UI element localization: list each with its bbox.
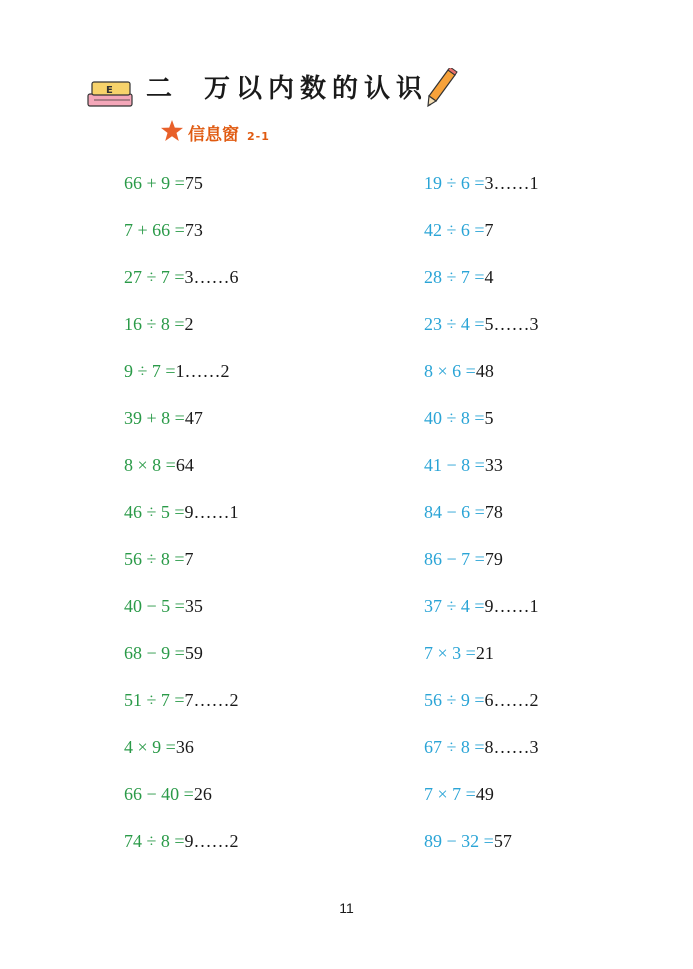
equation-expression: 84 − 6 = (424, 502, 485, 522)
equation-answer: 6……2 (484, 690, 539, 710)
equation-expression: 28 ÷ 7 = (424, 267, 485, 287)
equation-expression: 86 − 7 = (424, 549, 485, 569)
left-equation-column (124, 168, 239, 873)
equation-expression: 66 − 40 = (124, 784, 194, 804)
equation-answer: 8……3 (484, 737, 539, 757)
equation-answer: 49 (475, 784, 494, 804)
equation-row (124, 826, 239, 873)
equation-answer: 4 (484, 267, 494, 287)
equation-expression: 51 ÷ 7 = (124, 690, 185, 710)
equation-answer: 75 (184, 173, 203, 193)
chapter-title: 万以内数的认识 (204, 74, 429, 104)
equation-row (124, 544, 239, 591)
equation-row (424, 168, 539, 215)
equation-answer: 9……1 (484, 596, 539, 616)
equation-answer: 3……1 (484, 173, 539, 193)
equation-expression: 9 ÷ 7 = (124, 361, 176, 381)
equation-answer: 2 (184, 314, 194, 334)
equation-answer: 59 (184, 643, 203, 663)
equation-expression: 23 ÷ 4 = (424, 314, 485, 334)
equation-row (124, 732, 239, 779)
equation-expression: 74 ÷ 8 = (124, 831, 185, 851)
equation-row (124, 356, 239, 403)
equation-answer: 7 (484, 220, 494, 240)
equation-row (124, 309, 239, 356)
equation-expression: 7 + 66 = (124, 220, 185, 240)
chapter-header (86, 66, 466, 112)
equation-expression: 40 ÷ 8 = (424, 408, 485, 428)
equation-expression: 8 × 6 = (424, 361, 476, 381)
equation-answer: 7 (184, 549, 194, 569)
equation-expression: 7 × 7 = (424, 784, 476, 804)
equation-expression: 7 × 3 = (424, 643, 476, 663)
equation-answer: 21 (475, 643, 494, 663)
equation-row (424, 779, 539, 826)
equation-row (124, 215, 239, 262)
equation-expression: 89 − 32 = (424, 831, 494, 851)
equation-row (124, 403, 239, 450)
equation-answer: 73 (184, 220, 203, 240)
equation-expression: 39 + 8 = (124, 408, 185, 428)
equation-answer: 5……3 (484, 314, 539, 334)
equation-expression: 4 × 9 = (124, 737, 176, 757)
equation-row (424, 826, 539, 873)
equation-answer: 57 (493, 831, 512, 851)
equation-row (424, 356, 539, 403)
equation-expression: 41 − 8 = (424, 455, 485, 475)
equation-answer: 9……1 (184, 502, 239, 522)
equation-answer: 33 (484, 455, 503, 475)
equation-row (124, 497, 239, 544)
equation-expression: 66 + 9 = (124, 173, 185, 193)
equation-row (424, 732, 539, 779)
right-equation-column (424, 168, 539, 873)
equation-expression: 16 ÷ 8 = (124, 314, 185, 334)
equation-answer: 47 (184, 408, 203, 428)
equation-row (124, 262, 239, 309)
equation-answer: 36 (175, 737, 194, 757)
equation-expression: 42 ÷ 6 = (424, 220, 485, 240)
page-number: 11 (339, 900, 354, 916)
equation-expression: 68 − 9 = (124, 643, 185, 663)
book-stack-icon (86, 74, 136, 110)
equation-answer: 64 (175, 455, 194, 475)
section-code: 2-1 (247, 130, 270, 143)
section-title: 信息窗 (188, 125, 239, 145)
pencil-icon (426, 68, 458, 108)
equation-answer: 7……2 (184, 690, 239, 710)
equation-row (424, 685, 539, 732)
equation-row (424, 544, 539, 591)
equation-answer: 48 (475, 361, 494, 381)
equation-row (424, 450, 539, 497)
equation-row (124, 638, 239, 685)
equation-expression: 56 ÷ 8 = (124, 549, 185, 569)
equation-expression: 56 ÷ 9 = (424, 690, 485, 710)
equation-row (424, 497, 539, 544)
equation-row (424, 262, 539, 309)
equation-answer: 79 (484, 549, 503, 569)
equation-row (124, 591, 239, 638)
equation-row (424, 215, 539, 262)
book-icon-letter: E (106, 85, 113, 96)
equation-answer: 1……2 (175, 361, 230, 381)
equation-answer: 78 (484, 502, 503, 522)
equation-answer: 3……6 (184, 267, 239, 287)
chapter-number: 二 (146, 74, 175, 104)
equation-row (124, 779, 239, 826)
equation-row (424, 591, 539, 638)
star-icon (160, 119, 184, 143)
equation-expression: 8 × 8 = (124, 455, 176, 475)
equation-expression: 37 ÷ 4 = (424, 596, 485, 616)
equation-row (124, 450, 239, 497)
equation-expression: 67 ÷ 8 = (424, 737, 485, 757)
equation-row (424, 638, 539, 685)
equation-expression: 46 ÷ 5 = (124, 502, 185, 522)
equation-row (424, 403, 539, 450)
equation-answer: 26 (193, 784, 212, 804)
equation-expression: 40 − 5 = (124, 596, 185, 616)
equation-expression: 27 ÷ 7 = (124, 267, 185, 287)
equation-answer: 5 (484, 408, 494, 428)
equation-row (424, 309, 539, 356)
equation-answer: 35 (184, 596, 203, 616)
equation-expression: 19 ÷ 6 = (424, 173, 485, 193)
equation-answer: 9……2 (184, 831, 239, 851)
equation-row (124, 685, 239, 732)
equation-row (124, 168, 239, 215)
